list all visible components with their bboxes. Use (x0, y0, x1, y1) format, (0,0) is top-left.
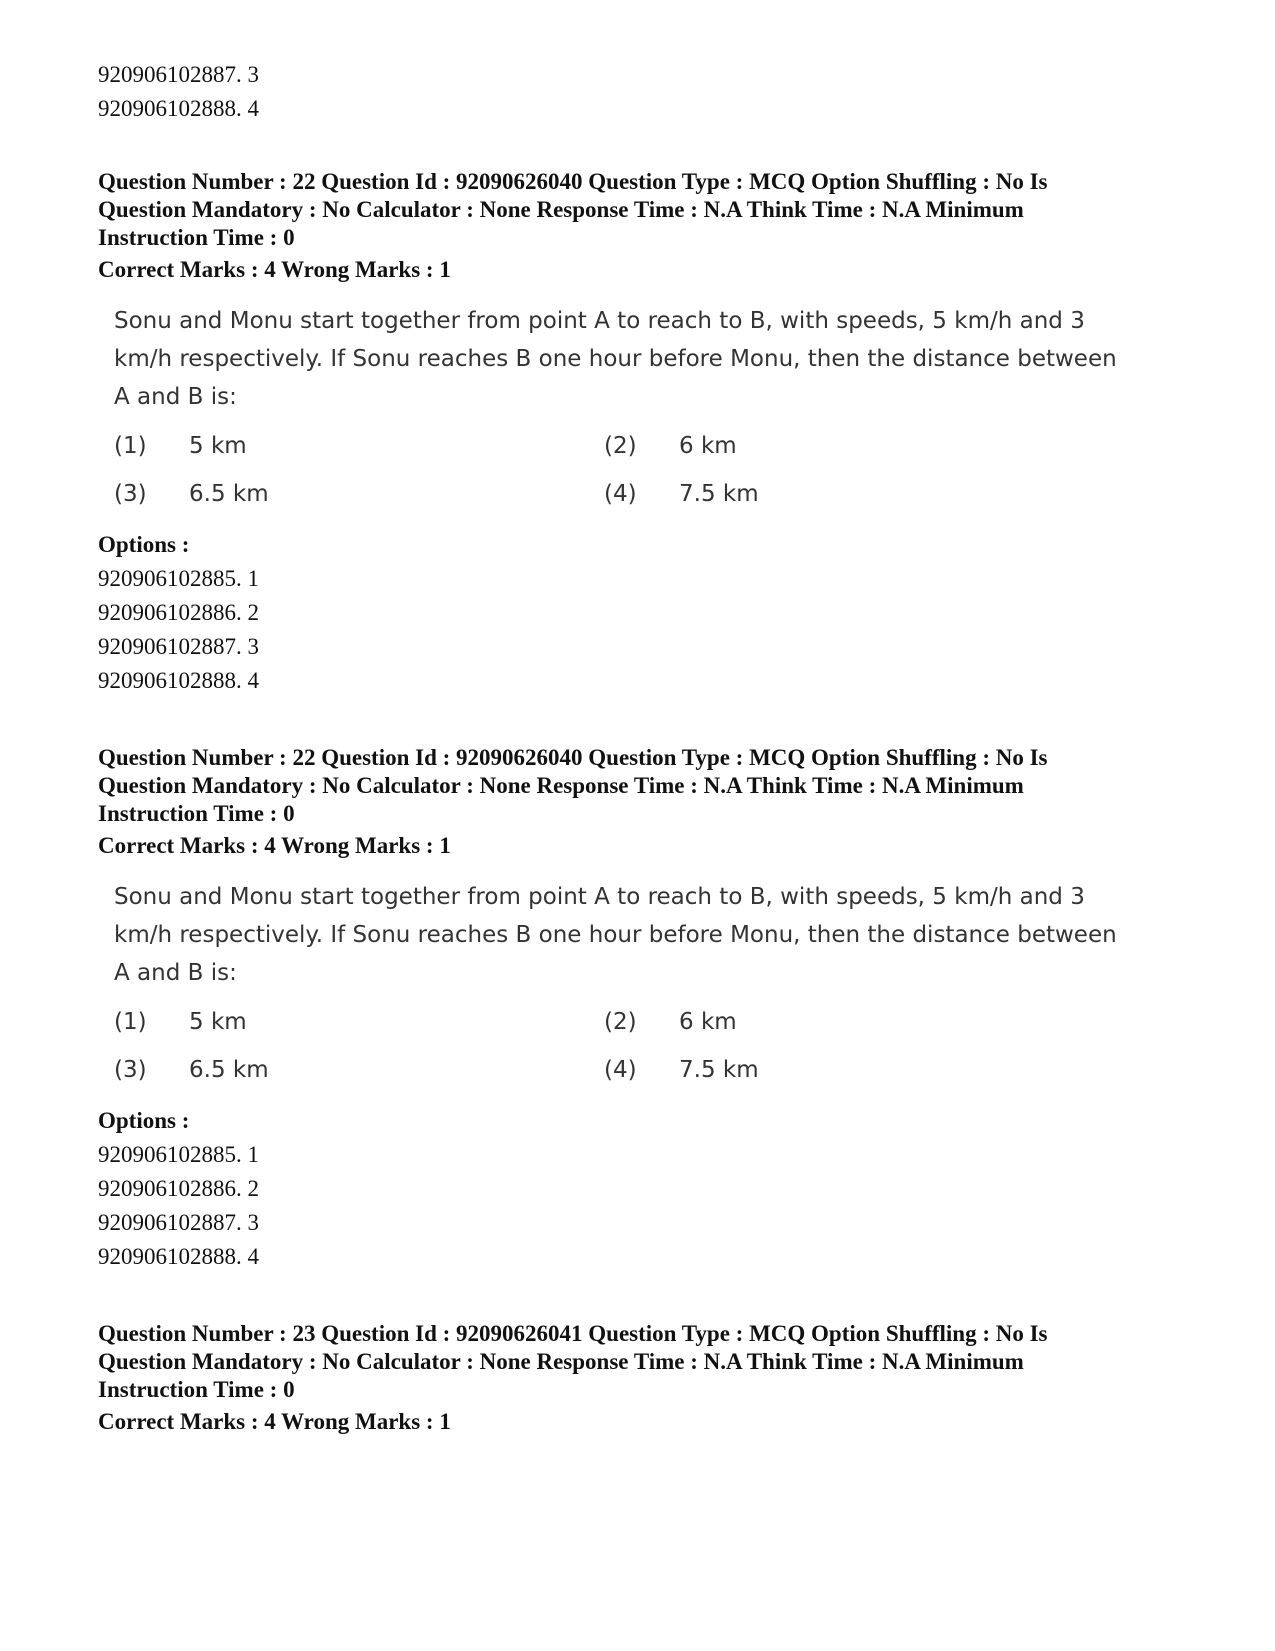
answer-choice (604, 478, 1094, 510)
choice-number: (1) (114, 433, 147, 459)
question-meta-line: Question Mandatory : No Calculator : None Response Time : N.A Think Time : N.A Minimum (98, 1349, 1024, 1374)
choice-number: (2) (604, 1009, 637, 1035)
option-id-line: 920906102885. 1 (98, 566, 259, 591)
answer-choice (114, 1006, 604, 1038)
choice-number: (3) (114, 1057, 147, 1083)
marks-line: Correct Marks : 4 Wrong Marks : 1 (98, 1409, 451, 1434)
choice-text: 6.5 km (189, 1057, 269, 1083)
option-id-line: 920906102886. 2 (98, 600, 259, 625)
answer-choice (114, 1054, 604, 1086)
choice-number: (2) (604, 433, 637, 459)
question-meta-line: Question Mandatory : No Calculator : None Response Time : N.A Think Time : N.A Minimum (98, 773, 1024, 798)
answer-choices (114, 1006, 1134, 1086)
question-meta-line: Question Number : 23 Question Id : 92090626041 Question Type : MCQ Option Shuffling : No Is (98, 1321, 1048, 1346)
choice-number: (4) (604, 1057, 637, 1083)
question-block (98, 1320, 1178, 1436)
question-image (114, 302, 1134, 510)
option-id-line: 920906102888. 4 (98, 96, 259, 121)
question-text: Sonu and Monu start together from point A to reach to B, with speeds, 5 km/h and 3 km/h respectively. If Sonu reaches B one hour before Monu, then the distance between A and B is: (114, 308, 1117, 410)
answer-choice (604, 430, 1094, 462)
option-id-line: 920906102886. 2 (98, 1176, 259, 1201)
option-id-line: 920906102888. 4 (98, 1244, 259, 1269)
choice-text: 7.5 km (679, 481, 759, 507)
marks-line: Correct Marks : 4 Wrong Marks : 1 (98, 833, 451, 858)
answer-choices (114, 430, 1134, 510)
question-meta-line: Question Number : 22 Question Id : 92090626040 Question Type : MCQ Option Shuffling : No Is (98, 745, 1048, 770)
question-block (98, 168, 1178, 698)
answer-choice (114, 478, 604, 510)
question-meta-line: Question Mandatory : No Calculator : None Response Time : N.A Think Time : N.A Minimum (98, 197, 1024, 222)
answer-choice (114, 430, 604, 462)
question-meta-line: Question Number : 22 Question Id : 92090626040 Question Type : MCQ Option Shuffling : No Is (98, 169, 1048, 194)
marks-line: Correct Marks : 4 Wrong Marks : 1 (98, 257, 451, 282)
choice-text: 5 km (189, 1009, 247, 1035)
option-id-line: 920906102887. 3 (98, 1210, 259, 1235)
answer-choice (604, 1006, 1094, 1038)
choice-text: 6 km (679, 1009, 737, 1035)
option-id-line: 920906102888. 4 (98, 668, 259, 693)
question-block (98, 744, 1178, 1274)
choice-text: 6 km (679, 433, 737, 459)
choice-number: (4) (604, 481, 637, 507)
choice-number: (1) (114, 1009, 147, 1035)
question-image (114, 878, 1134, 1086)
choice-text: 7.5 km (679, 1057, 759, 1083)
question-meta-line: Instruction Time : 0 (98, 1377, 295, 1402)
option-id-line: 920906102887. 3 (98, 634, 259, 659)
option-id-line: 920906102885. 1 (98, 1142, 259, 1167)
choice-text: 6.5 km (189, 481, 269, 507)
options-heading: Options : (98, 1108, 190, 1133)
choice-text: 5 km (189, 433, 247, 459)
question-meta-line: Instruction Time : 0 (98, 801, 295, 826)
option-id-line: 920906102887. 3 (98, 62, 259, 87)
options-heading: Options : (98, 532, 190, 557)
document-page (98, 58, 1178, 1436)
choice-number: (3) (114, 481, 147, 507)
question-meta-line: Instruction Time : 0 (98, 225, 295, 250)
question-text: Sonu and Monu start together from point A to reach to B, with speeds, 5 km/h and 3 km/h respectively. If Sonu reaches B one hour before Monu, then the distance between A and B is: (114, 884, 1117, 986)
answer-choice (604, 1054, 1094, 1086)
